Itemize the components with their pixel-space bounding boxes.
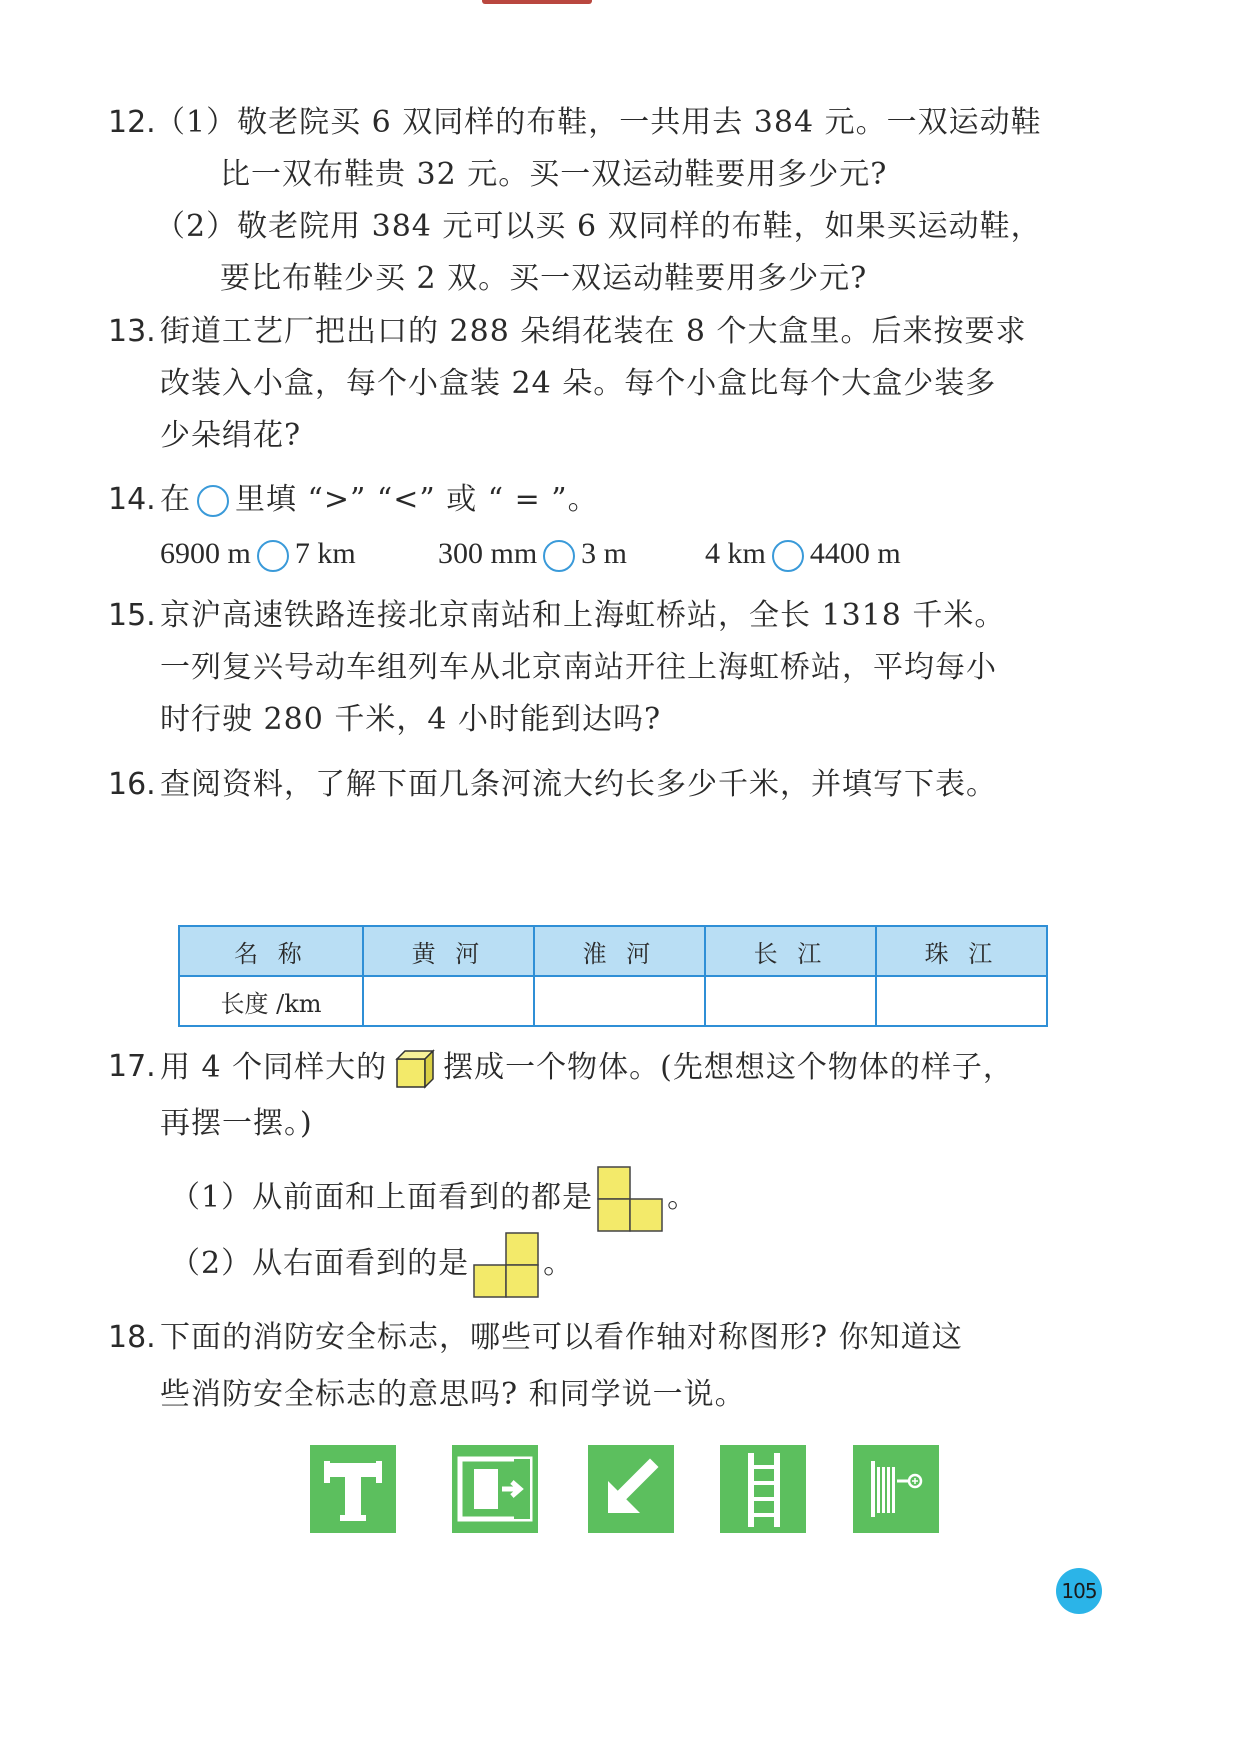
- problem-15-number: 15.: [108, 598, 156, 633]
- problem-17-part2-text: （2）从右面看到的是: [170, 1246, 470, 1281]
- compare-item-3: [705, 534, 901, 574]
- problem-15-line1: 京沪高速铁路连接北京南站和上海虹桥站，全长 1318 千米。: [160, 598, 1006, 633]
- problem-17-number: 17.: [108, 1049, 156, 1084]
- table-header-cell: 长 江: [705, 926, 876, 976]
- table-row-label: 长度 /km: [179, 976, 363, 1026]
- problem-18-line1: 下面的消防安全标志，哪些可以看作轴对称图形? 你知道这: [160, 1320, 963, 1355]
- problem-17-part1: [170, 1166, 698, 1232]
- table-cell[interactable]: [876, 976, 1047, 1026]
- compare-item-2: [438, 534, 627, 574]
- answer-circle[interactable]: [257, 540, 289, 572]
- problem-13-line3: 少朵绢花?: [160, 418, 302, 453]
- problem-13-number: 13.: [108, 314, 156, 349]
- compare-left: 6900 m: [160, 537, 251, 570]
- answer-circle[interactable]: [543, 540, 575, 572]
- problem-12-part2-line2: 要比布鞋少买 2 双。买一双运动鞋要用多少元?: [220, 261, 868, 296]
- river-length-table: [178, 925, 1048, 1027]
- problem-14-instruction: [160, 480, 599, 520]
- right-view-figure: [473, 1232, 539, 1298]
- problem-16-number: 16.: [108, 767, 156, 802]
- problem-17-line1-a: 用 4 个同样大的: [160, 1050, 388, 1085]
- blank-circle-icon: [197, 485, 229, 517]
- problem-12-part1-line1: （1）敬老院买 6 双同样的布鞋，一共用去 384 元。一双运动鞋: [155, 105, 1042, 140]
- problem-12-number: 12.: [108, 105, 156, 140]
- problem-15-line2: 一列复兴号动车组列车从北京南站开往上海虹桥站，平均每小: [160, 650, 997, 685]
- problem-17-part1-text: （1）从前面和上面看到的都是: [170, 1180, 594, 1215]
- fire-hydrant-sign-icon: [310, 1445, 396, 1533]
- exit-door-sign-icon: [452, 1445, 538, 1533]
- problem-16-line1: 查阅资料，了解下面几条河流大约长多少千米，并填写下表。: [160, 767, 997, 802]
- cube-icon: [393, 1047, 437, 1091]
- compare-left: 4 km: [705, 537, 766, 570]
- problem-15-line3: 时行驶 280 千米，4 小时能到达吗?: [160, 702, 662, 737]
- problem-18-line2: 些消防安全标志的意思吗? 和同学说一说。: [160, 1377, 746, 1412]
- problem-14-number: 14.: [108, 482, 156, 517]
- direction-arrow-sign-icon: [588, 1445, 674, 1533]
- front-top-view-figure: [597, 1166, 663, 1232]
- table-row: [179, 976, 1047, 1026]
- page-number: 105: [1056, 1568, 1102, 1614]
- table-header-cell: 名 称: [179, 926, 363, 976]
- answer-circle[interactable]: [772, 540, 804, 572]
- table-header-row: [179, 926, 1047, 976]
- fire-safety-signs: [0, 1445, 1240, 1535]
- problem-12-part2-line1: （2）敬老院用 384 元可以买 6 双同样的布鞋，如果买运动鞋，: [155, 209, 1042, 244]
- problem-12-part1-line2: 比一双布鞋贵 32 元。买一双运动鞋要用多少元?: [220, 157, 888, 192]
- table-header-cell: 淮 河: [534, 926, 705, 976]
- escape-ladder-sign-icon: [720, 1445, 806, 1533]
- compare-right: 4400 m: [809, 537, 901, 570]
- compare-right: 7 km: [294, 537, 356, 570]
- compare-item-1: [160, 534, 356, 574]
- table-cell[interactable]: [363, 976, 534, 1026]
- table-header-cell: 珠 江: [876, 926, 1047, 976]
- problem-17-line1-b: 摆成一个物体。(先想想这个物体的样子，: [443, 1050, 1014, 1085]
- problem-17-line2: 再摆一摆。): [160, 1106, 313, 1141]
- problem-13-line2: 改装入小盒，每个小盒装 24 朵。每个小盒比每个大盒少装多: [160, 366, 997, 401]
- problem-17-line1: [160, 1047, 1014, 1091]
- compare-right: 3 m: [581, 537, 628, 570]
- fire-hose-reel-sign-icon: [853, 1445, 939, 1533]
- problem-17-part2: [170, 1232, 574, 1298]
- table-cell[interactable]: [705, 976, 876, 1026]
- table-cell[interactable]: [534, 976, 705, 1026]
- table-header-cell: 黄 河: [363, 926, 534, 976]
- top-decoration: [482, 0, 592, 4]
- problem-17-part1-end: 。: [667, 1180, 699, 1215]
- compare-left: 300 mm: [438, 537, 538, 570]
- problem-17-part2-end: 。: [543, 1246, 575, 1281]
- problem-13-line1: 街道工艺厂把出口的 288 朵绢花装在 8 个大盒里。后来按要求: [160, 314, 1027, 349]
- problem-18-number: 18.: [108, 1320, 156, 1355]
- problem-14-suffix: 里填 “>” “<” 或 “ = ”。: [235, 482, 599, 517]
- problem-14-prefix: 在: [160, 482, 191, 517]
